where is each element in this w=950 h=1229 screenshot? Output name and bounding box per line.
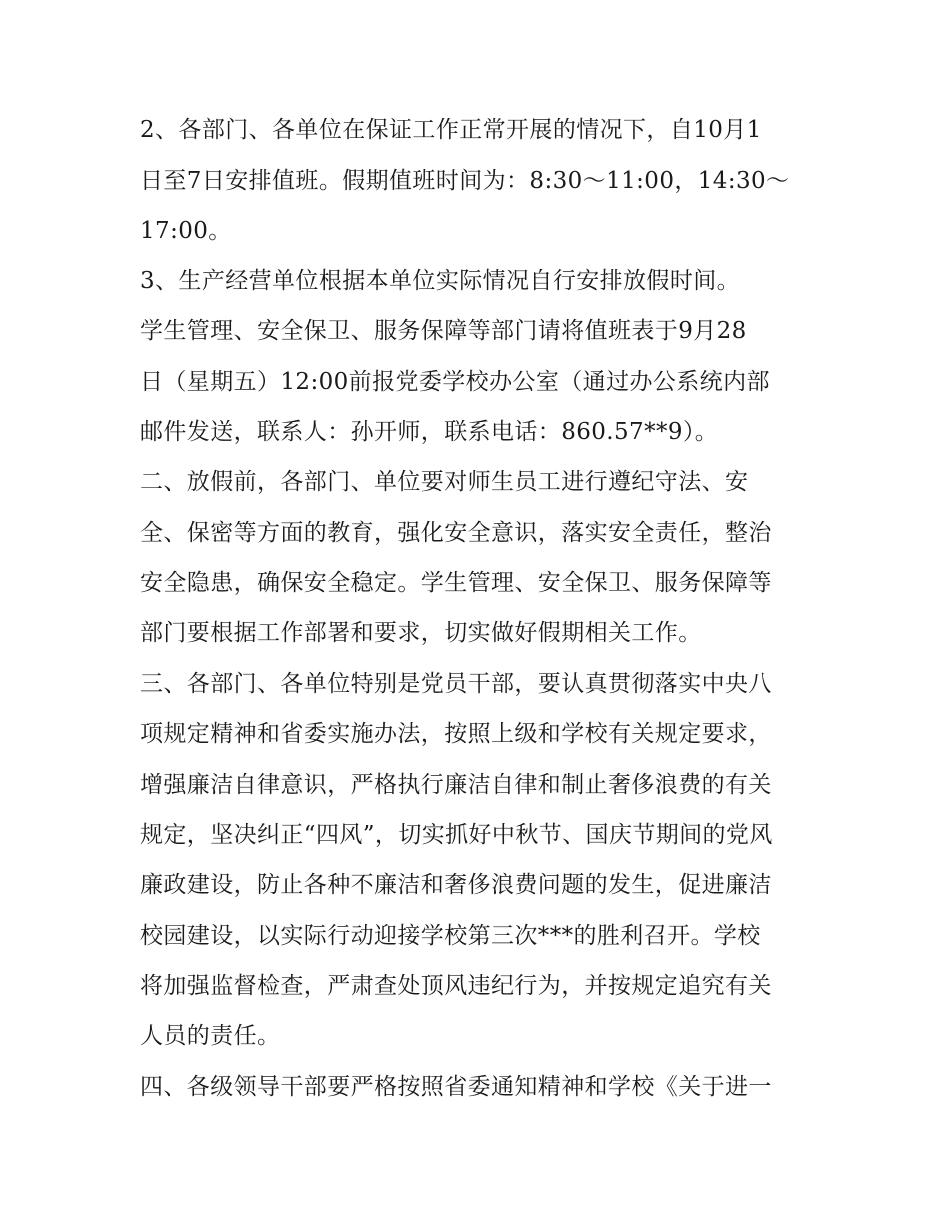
text-line: 邮件发送，联系人：孙开师，联系电话：860.57**9）。 [140,419,719,445]
text-line: 校园建设，以实际行动迎接学校第三次***的胜利召开。学校 [140,923,761,949]
text-line: 安全隐患，确保安全稳定。学生管理、安全保卫、服务保障等 [140,570,772,596]
text-line: 廉政建设，防止各种不廉洁和奢侈浪费问题的发生，促进廉洁 [140,872,772,898]
text-line: 部门要根据工作部署和要求，切实做好假期相关工作。 [140,620,702,646]
text-line: 将加强监督检查，严肃查处顶风违纪行为，并按规定追究有关 [140,973,772,999]
text-line: 四、各级领导干部要严格按照省委通知精神和学校《关于进一 [140,1074,772,1100]
text-line: 规定，坚决纠正“四风”，切实抓好中秋节、国庆节期间的党风 [140,822,773,848]
text-line: 三、各部门、各单位特别是党员干部，要认真贯彻落实中央八 [140,671,772,697]
text-line: 学生管理、安全保卫、服务保障等部门请将值班表于9月28 [140,318,747,344]
text-line: 3、生产经营单位根据本单位实际情况自行安排放假时间。 [140,268,741,294]
text-line: 增强廉洁自律意识，严格执行廉洁自律和制止奢侈浪费的有关 [140,772,772,798]
text-line: 17:00。 [140,218,232,244]
text-line: 人员的责任。 [140,1023,281,1049]
text-line: 全、保密等方面的教育，强化安全意识，落实安全责任，整治 [140,520,772,546]
text-line: 二、放假前，各部门、单位要对师生员工进行遵纪守法、安 [140,469,749,495]
text-line: 2、各部门、各单位在保证工作正常开展的情况下，自10月1 [140,117,762,143]
text-line: 日至7日安排值班。假期值班时间为：8:30～11:00，14:30～ [140,168,790,194]
text-line: 项规定精神和省委实施办法，按照上级和学校有关规定要求， [140,721,772,747]
text-line: 日（星期五）12:00前报党委学校办公室（通过办公系统内部 [140,369,770,395]
